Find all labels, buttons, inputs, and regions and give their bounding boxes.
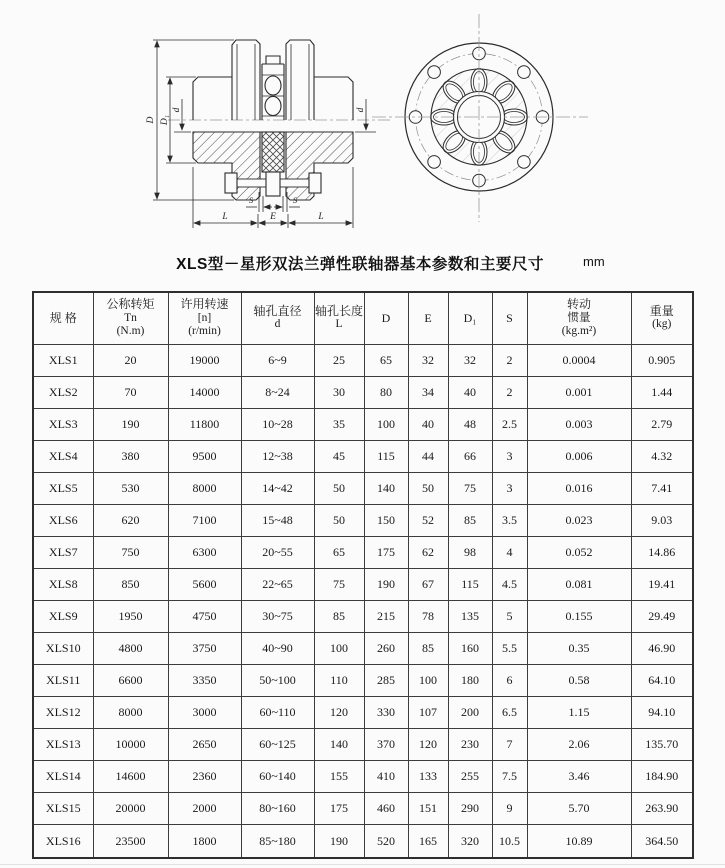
table-cell: 52 [408,504,448,536]
table-cell: 40 [408,408,448,440]
table-cell: XLS16 [33,825,93,858]
table-row [33,440,693,472]
table-cell: 100 [364,408,408,440]
table-cell: 2.79 [631,408,693,440]
table-cell: 34 [408,376,448,408]
star-bottom-cap [266,172,280,196]
table-row [33,472,693,504]
table-cell: XLS4 [33,440,93,472]
dim-label-d-left: d [172,107,182,113]
table-cell: 67 [408,568,448,600]
table-cell: 85 [408,632,448,664]
table-cell: 60~125 [241,729,314,761]
table-cell: 140 [364,472,408,504]
table-cell: 46.90 [631,632,693,664]
table-row [33,504,693,536]
table-cell: 370 [364,729,408,761]
table-cell: 175 [314,793,364,825]
table-cell: 9 [492,793,527,825]
table-row [33,729,693,761]
table-cell: 14~42 [241,472,314,504]
dimension-d-right [355,99,376,132]
table-cell: 85~180 [241,825,314,858]
table-cell: 10.89 [527,825,631,858]
table-cell: 40~90 [241,632,314,664]
table-cell: 9.03 [631,504,693,536]
table-cell: 4750 [168,600,241,632]
table-cell: 85 [314,600,364,632]
table-cell: 9500 [168,440,241,472]
table-cell: 50 [314,472,364,504]
header-cell-5: D [364,292,408,344]
table-cell: 100 [408,664,448,696]
table-cell: 410 [364,761,408,793]
table-cell: 2650 [168,729,241,761]
table-cell: 7100 [168,504,241,536]
table-cell: 155 [314,761,364,793]
table-cell: 0.023 [527,504,631,536]
table-cell: 94.10 [631,697,693,729]
table-cell: 45 [314,440,364,472]
table-cell: 25 [314,344,364,376]
table-cell: 620 [93,504,168,536]
table-cell: 66 [448,440,492,472]
table-cell: 4800 [93,632,168,664]
table-cell: 2 [492,344,527,376]
table-cell: 50~100 [241,664,314,696]
table-cell: XLS1 [33,344,93,376]
table-cell: 48 [448,408,492,440]
table-cell: 20 [93,344,168,376]
table-cell: 75 [314,568,364,600]
table-header [33,292,693,344]
table-cell: 165 [408,825,448,858]
dim-label-S-left: S [248,195,254,205]
table-cell: 0.006 [527,440,631,472]
table-cell: 460 [364,793,408,825]
table-cell: XLS7 [33,536,93,568]
table-cell: 19.41 [631,568,693,600]
table-cell: 364.50 [631,825,693,858]
table-row [33,600,693,632]
coupling-drawing [0,0,725,250]
dimension-d-left [174,99,191,132]
table-cell: 3350 [168,664,241,696]
spec-table [32,291,694,859]
table-cell: 0.016 [527,472,631,504]
table-cell: XLS3 [33,408,93,440]
table-cell: 6600 [93,664,168,696]
table-cell: 133 [408,761,448,793]
table-cell: 10000 [93,729,168,761]
table-cell: 120 [408,729,448,761]
table-cell: 30 [314,376,364,408]
table-cell: 14.86 [631,536,693,568]
table-cell: 65 [314,536,364,568]
table-cell: 2000 [168,793,241,825]
table-row [33,344,693,376]
table-cell: 750 [93,536,168,568]
title-row [0,252,725,274]
table-cell: 50 [314,504,364,536]
table-row [33,761,693,793]
table-cell: 78 [408,600,448,632]
table-cell: 11800 [168,408,241,440]
table-cell: 32 [408,344,448,376]
table-cell: 4.32 [631,440,693,472]
table-cell: 14000 [168,376,241,408]
table-cell: 7.5 [492,761,527,793]
table-cell: XLS2 [33,376,93,408]
table-cell: 290 [448,793,492,825]
table-cell: XLS6 [33,504,93,536]
dim-label-E: E [270,212,276,222]
table-cell: 135 [448,600,492,632]
table-cell: 40 [448,376,492,408]
table-cell: XLS10 [33,632,93,664]
table-cell: 0.155 [527,600,631,632]
table-cell: 255 [448,761,492,793]
header-cell-8: S [492,292,527,344]
table-cell: XLS11 [33,664,93,696]
table-cell: 2360 [168,761,241,793]
table-cell: 20~55 [241,536,314,568]
header-cell-6: E [408,292,448,344]
table-cell: 0.001 [527,376,631,408]
table-cell: 200 [448,697,492,729]
table-cell: 2.06 [527,729,631,761]
table-cell: 320 [448,825,492,858]
dim-label-S-right: S [292,195,298,205]
header-cell-7: D₁ [448,292,492,344]
table-cell: 3.46 [527,761,631,793]
header-cell-10: 重量 (kg) [631,292,693,344]
table-cell: 1950 [93,600,168,632]
table-cell: 10~28 [241,408,314,440]
header-cell-1: 公称转矩 Tn (N.m) [93,292,168,344]
table-cell: XLS12 [33,697,93,729]
page-title: XLS型－星形双法兰弹性联轴器基本参数和主要尺寸 [176,256,544,273]
table-cell: 3 [492,472,527,504]
star-element-section [262,132,284,172]
table-cell: 160 [448,632,492,664]
table-cell: 7.41 [631,472,693,504]
table-cell: 70 [93,376,168,408]
table-cell: XLS15 [33,793,93,825]
table-cell: 22~65 [241,568,314,600]
table-cell: 5600 [168,568,241,600]
table-cell: 115 [448,568,492,600]
header-cell-9: 转动 惯量 (kg.m²) [527,292,631,344]
dim-label-D: D [146,116,156,124]
table-row [33,825,693,858]
table-cell: 44 [408,440,448,472]
right-hub-outline [286,40,353,120]
table-cell: 8~24 [241,376,314,408]
table-cell: 215 [364,600,408,632]
table-cell: 30~75 [241,600,314,632]
table-cell: 35 [314,408,364,440]
table-cell: 5.70 [527,793,631,825]
table-cell: 2 [492,376,527,408]
table-cell: 530 [93,472,168,504]
table-cell: 1.44 [631,376,693,408]
table-row [33,408,693,440]
unit-label: mm [583,254,605,269]
table-cell: 8000 [168,472,241,504]
table-cell: XLS13 [33,729,93,761]
table-cell: 184.90 [631,761,693,793]
table-cell: 75 [448,472,492,504]
table-row [33,632,693,664]
table-cell: 190 [314,825,364,858]
table-cell: 230 [448,729,492,761]
header-cell-4: 轴孔长度 L [314,292,364,344]
left-hub-outline [193,40,260,120]
end-view [372,14,588,222]
table-cell: 175 [364,536,408,568]
table-cell: 8000 [93,697,168,729]
table-cell: 6300 [168,536,241,568]
table-cell: XLS14 [33,761,93,793]
table-cell: 110 [314,664,364,696]
table-cell: 0.003 [527,408,631,440]
table-cell: 64.10 [631,664,693,696]
table-cell: 263.90 [631,793,693,825]
table-cell: 20000 [93,793,168,825]
table-cell: 4.5 [492,568,527,600]
table-cell: 80~160 [241,793,314,825]
table-cell: 0.052 [527,536,631,568]
table-cell: 98 [448,536,492,568]
table-cell: 5 [492,600,527,632]
table-cell: 12~38 [241,440,314,472]
table-cell: 0.35 [527,632,631,664]
table-cell: 0.58 [527,664,631,696]
table-cell: XLS8 [33,568,93,600]
table-cell: 50 [408,472,448,504]
table-cell: 380 [93,440,168,472]
table-row [33,536,693,568]
table-cell: 3000 [168,697,241,729]
table-cell: 330 [364,697,408,729]
table-cell: 3.5 [492,504,527,536]
table-cell: 32 [448,344,492,376]
table-cell: 85 [448,504,492,536]
table-cell: 3 [492,440,527,472]
table-cell: 285 [364,664,408,696]
table-cell: 1800 [168,825,241,858]
table-cell: 15~48 [241,504,314,536]
table-cell: 115 [364,440,408,472]
table-cell: 140 [314,729,364,761]
header-cell-3: 轴孔直径 d [241,292,314,344]
table-cell: 14600 [93,761,168,793]
table-cell: 60~140 [241,761,314,793]
table-cell: XLS9 [33,600,93,632]
table-cell: 6 [492,664,527,696]
table-cell: 120 [314,697,364,729]
table-cell: 260 [364,632,408,664]
table-cell: 29.49 [631,600,693,632]
dim-label-L-left: L [222,212,228,222]
table-row [33,697,693,729]
table-cell: XLS5 [33,472,93,504]
table-cell: 135.70 [631,729,693,761]
table-cell: 3750 [168,632,241,664]
table-cell: 6.5 [492,697,527,729]
table-row [33,376,693,408]
dim-label-d-right: d [356,107,366,113]
table-cell: 520 [364,825,408,858]
table-row [33,793,693,825]
table-cell: 850 [93,568,168,600]
table-cell: 60~110 [241,697,314,729]
table-cell: 19000 [168,344,241,376]
table-cell: 190 [364,568,408,600]
table-cell: 180 [448,664,492,696]
table-cell: 150 [364,504,408,536]
table-cell: 23500 [93,825,168,858]
table-cell: 100 [314,632,364,664]
table-cell: 151 [408,793,448,825]
table-cell: 65 [364,344,408,376]
dim-label-L-right: L [318,212,324,222]
table-cell: 0.905 [631,344,693,376]
section-view [153,40,392,228]
table-row [33,664,693,696]
table-cell: 0.0004 [527,344,631,376]
table-row [33,568,693,600]
header-cell-2: 许用转速 [n] (r/min) [168,292,241,344]
dim-label-D1: D₁ [160,114,170,126]
table-cell: 6~9 [241,344,314,376]
table-cell: 190 [93,408,168,440]
table-cell: 5.5 [492,632,527,664]
table-cell: 0.081 [527,568,631,600]
table-cell: 7 [492,729,527,761]
table-cell: 10.5 [492,825,527,858]
table-cell: 2.5 [492,408,527,440]
table-cell: 4 [492,536,527,568]
table-cell: 62 [408,536,448,568]
header-cell-0: 规 格 [33,292,93,344]
star-element-side [262,56,284,120]
table-cell: 80 [364,376,408,408]
table-cell: 107 [408,697,448,729]
table-cell: 1.15 [527,697,631,729]
